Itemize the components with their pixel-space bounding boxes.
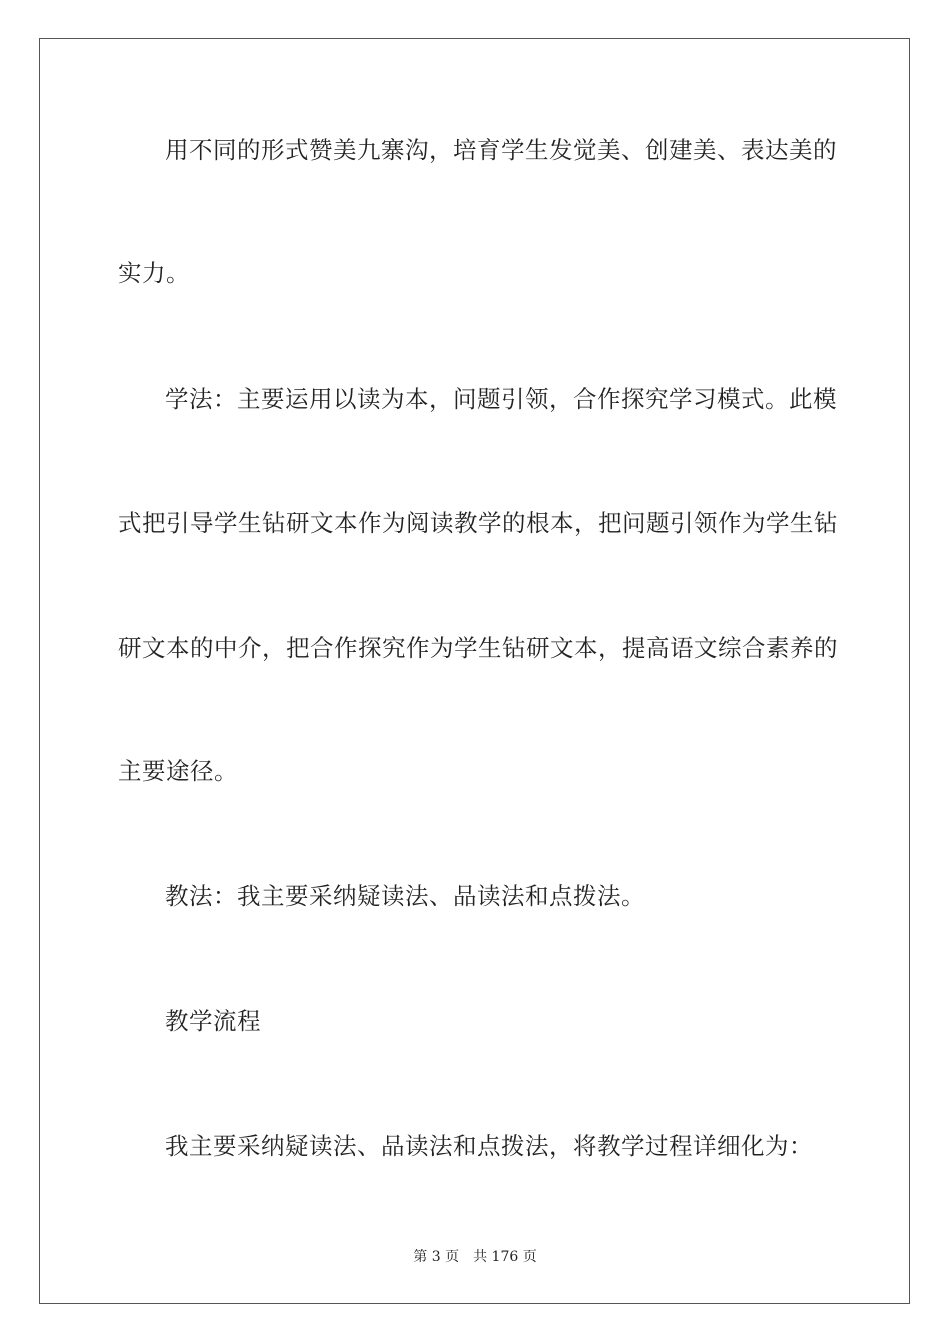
paragraph-1-line-2: 实力。 xyxy=(118,259,190,287)
paragraph-2-line-2: 式把引导学生钻研文本作为阅读教学的根本，把问题引领作为学生钻 xyxy=(118,509,838,537)
paragraph-2-line-1: 学法：主要运用以读为本，问题引领，合作探究学习模式。此模 xyxy=(165,385,837,413)
paragraph-5-line-1: 我主要采纳疑读法、品读法和点拨法，将教学过程详细化为： xyxy=(165,1132,813,1160)
paragraph-2-line-3: 研文本的中介，把合作探究作为学生钻研文本，提高语文综合素养的 xyxy=(118,634,838,662)
paragraph-2-line-4: 主要途径。 xyxy=(118,757,238,785)
page-border xyxy=(39,38,910,1304)
section-heading: 教学流程 xyxy=(165,1007,261,1035)
page-number: 第 3 页 共 176 页 xyxy=(413,1249,537,1265)
paragraph-3-line-1: 教法：我主要采纳疑读法、品读法和点拨法。 xyxy=(165,882,645,910)
paragraph-1-line-1: 用不同的形式赞美九寨沟，培育学生发觉美、创建美、表达美的 xyxy=(165,136,837,164)
